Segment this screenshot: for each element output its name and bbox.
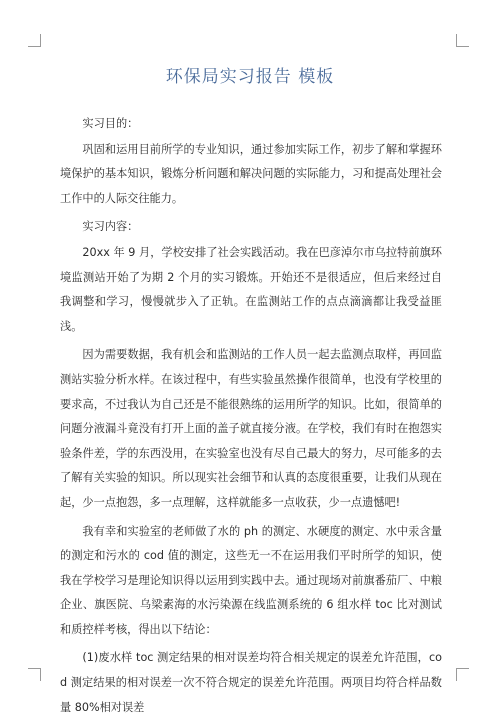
paragraph-sampling: 因为需要数据，我有机会和监测站的工作人员一起去监测点取样，再回监测站实验分析水样。在该过程中，有些实验虽然操作很简单，也没有学校里的要求高，不过我认为自己还是不能很熟练的运用所学的知识。比如，很简单的问题分液漏斗竟没有打开上面的盖子就直接分液。在学校，我们有时在抱怨实验条件差，学的东西没用，在实验室也没有尽自己最大的努力，尽可能多的去了解有关实验的知识。所以现实社会细节和认真的态度很重要，让我们从现在起，少一点抱怨，多一点理解，这样就能多一点收获，少一点遗憾吧!: [60, 348, 442, 509]
crop-mark-top-left: [28, 34, 41, 47]
document-body: [60, 112, 442, 724]
crop-mark-bottom-right: [456, 668, 469, 681]
paragraph-conclusion-1: (1)废水样 toc 测定结果的相对误差均符合相关规定的误差允许范围，cod 测定结果的相对误差一次不符合规定的误差允许范围。两项目均符合样品数量 80%相对误差: [60, 651, 442, 714]
section-heading-content: 实习内容：: [82, 220, 139, 234]
document-title: 环保局实习报告 模板: [165, 67, 335, 87]
crop-mark-top-right: [456, 34, 469, 47]
crop-mark-bottom-left: [28, 668, 41, 681]
paragraph-intro: 20xx 年 9 月，学校安排了社会实践活动。我在巴彦淖尔市乌拉特前旗环境监测站开始了为期 2 个月的实习锻炼。开始还不是很适应，但后来经过自我调整和学习，慢慢就步入了正轨。在监测站工作的点点滴滴都让我受益匪浅。: [60, 245, 442, 333]
paragraph-purpose: 巩固和运用目前所学的专业知识，通过参加实际工作，初步了解和掌握环境保护的基本知识，锻炼分析问题和解决问题的实际能力，习和提高处理社会工作中的人际交往能力。: [60, 142, 442, 205]
section-heading-purpose: 实习目的：: [82, 117, 139, 130]
paragraph-experiments: 我有幸和实验室的老师做了水的 ph 的测定、水硬度的测定、水中汞含量的测定和污水的 cod 值的测定，这些无一不在运用我们平时所学的知识，使我在学校学习是理论知识得以运用到实践中去。通过现场对前旗番茄厂、中粮企业、旗医院、乌梁素海的水污染源在线监测系统的 6 组水样 toc 比对测试和质控样考核，得出以下结论：: [60, 524, 442, 636]
